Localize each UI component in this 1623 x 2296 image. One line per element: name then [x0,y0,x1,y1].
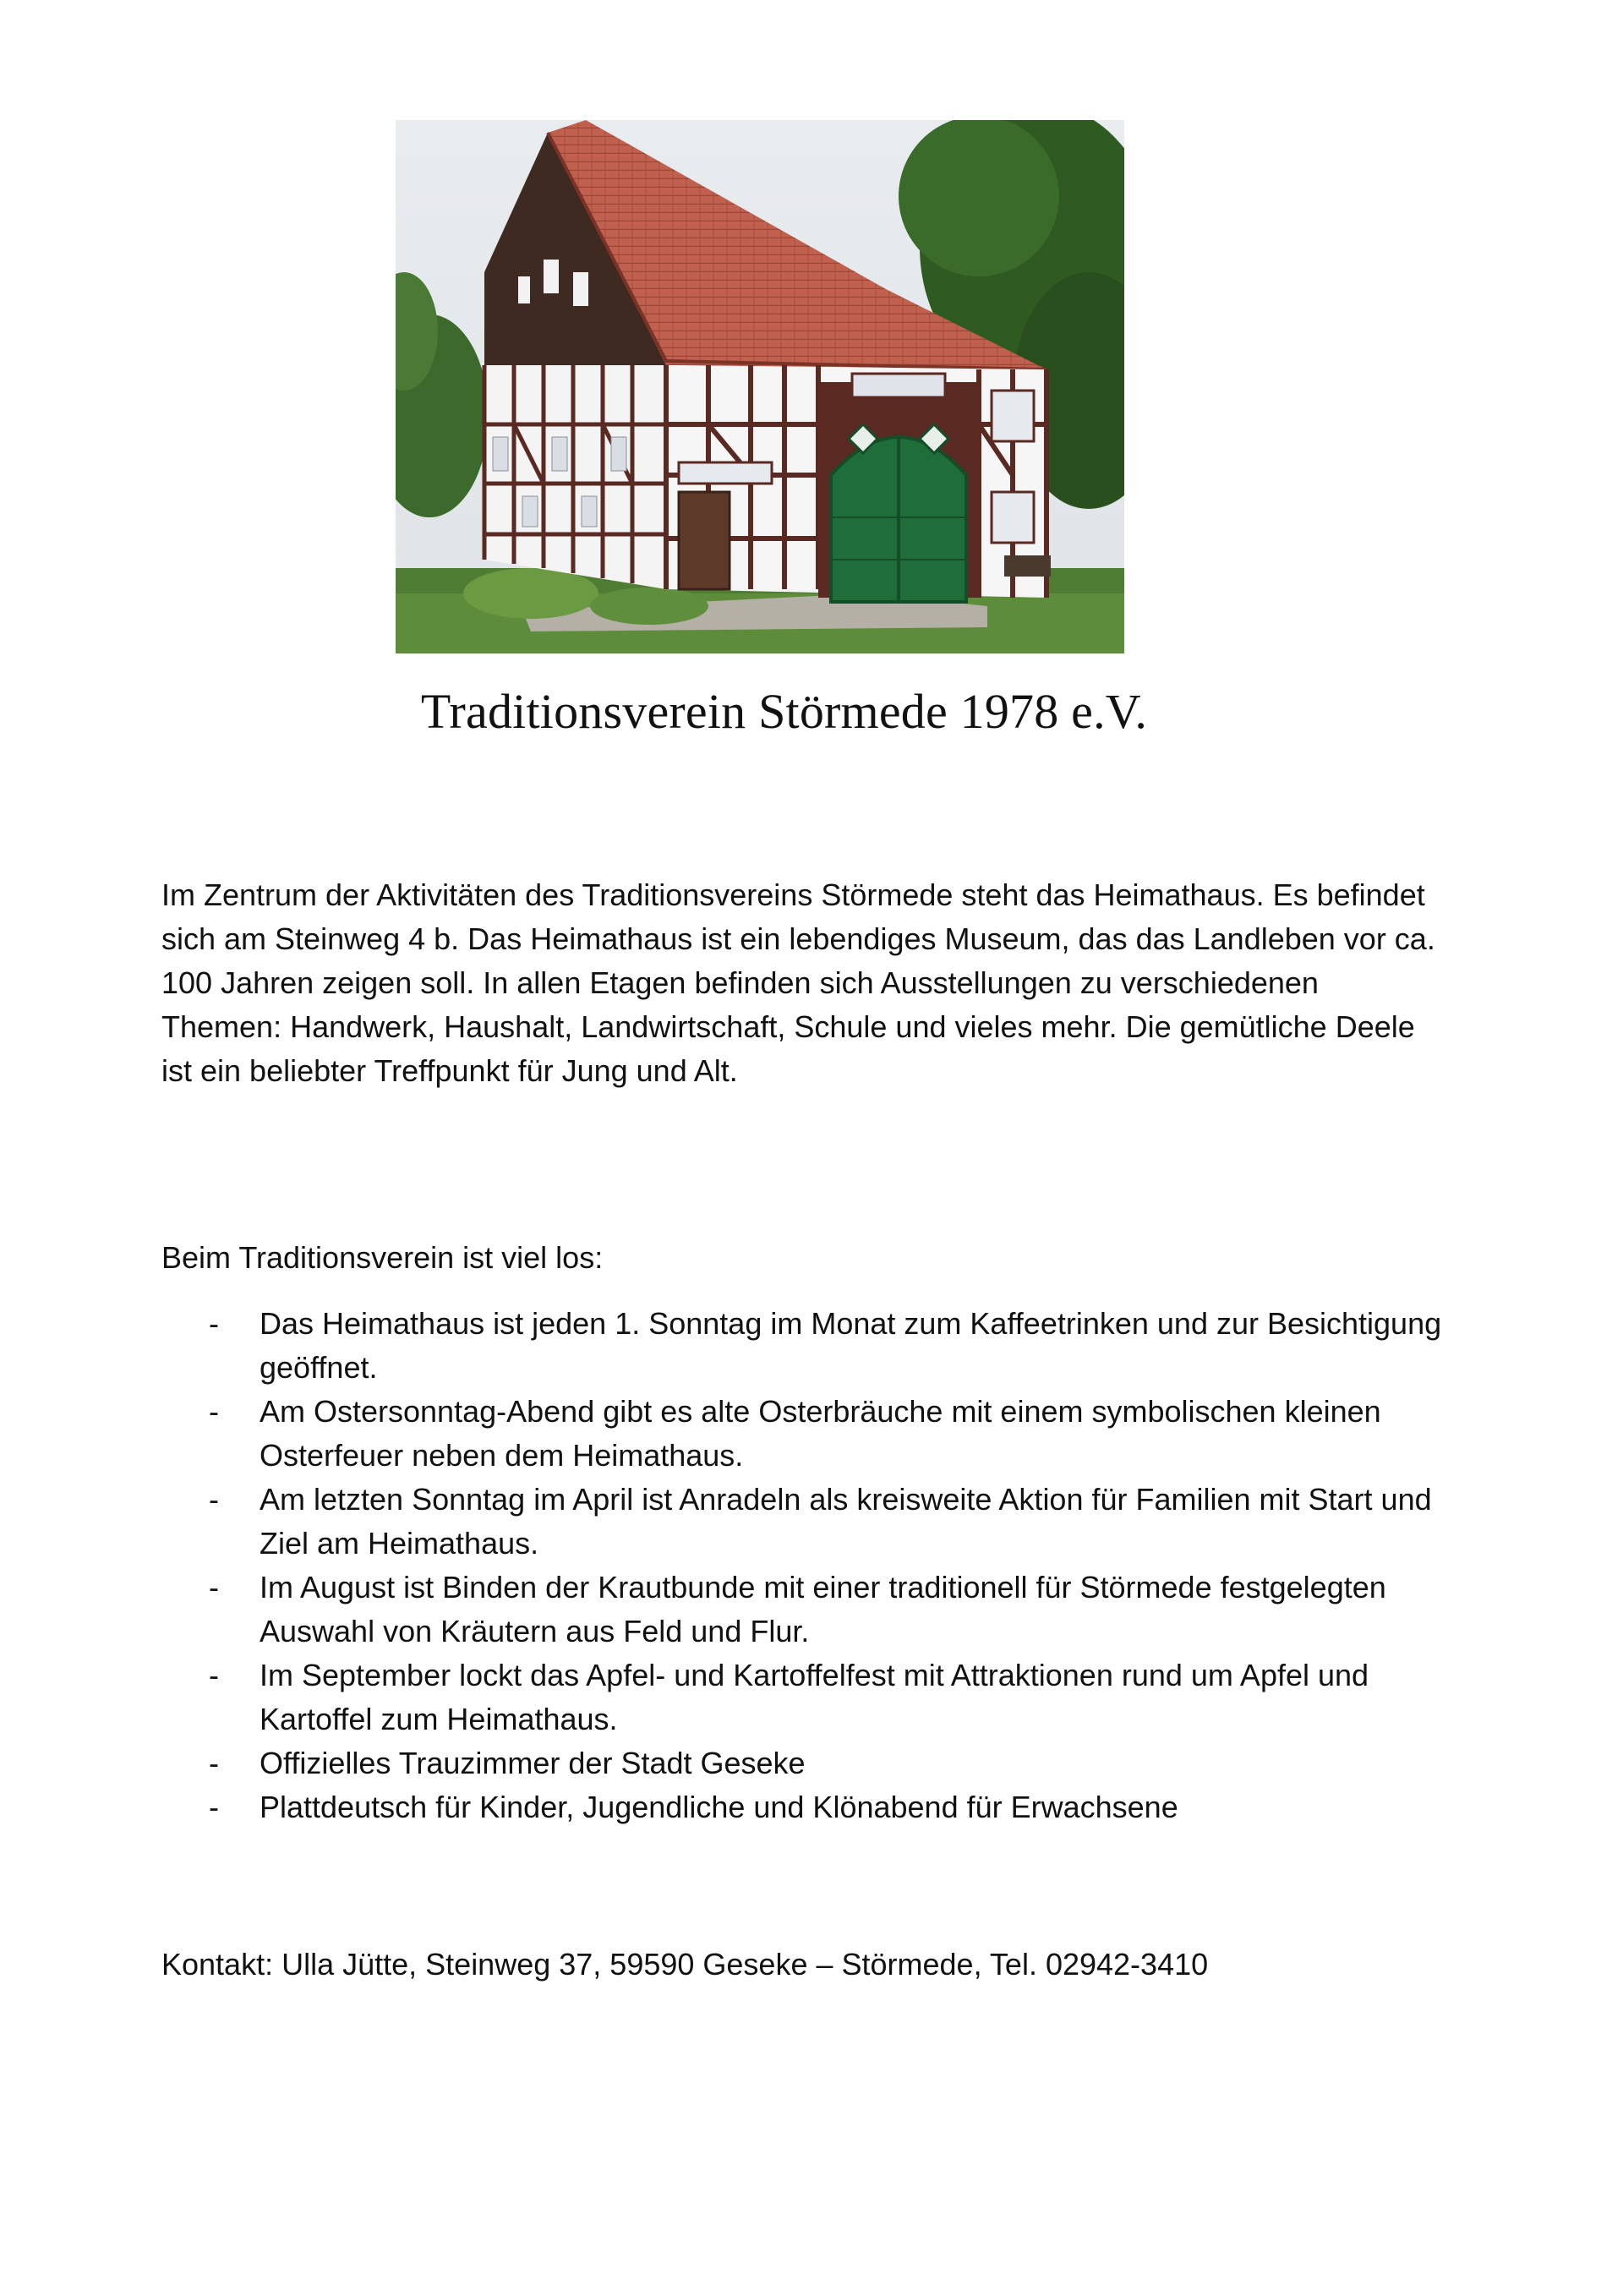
list-item-text: Am letzten Sonntag im April ist Anradeln als kreisweite Aktion für Familien mit Start und Ziel am Heimathaus. [260,1482,1432,1561]
list-item [161,1741,1480,1785]
bullet-dash: - [209,1306,219,1341]
intro-paragraph: Im Zentrum der Aktivitäten des Traditionsvereins Störmede steht das Heimathaus. Es befindet sich am Steinweg 4 b. Das Heimathaus ist ein lebendiges Museum, das das Landleben vor ca. 100 Jahren zeigen soll. In allen Etagen befinden sich Ausstellungen zu verschiedenen Themen: Handwerk, Haushalt, Landwirtschaft, Schule und vieles mehr. Die gemütliche Deele ist ein beliebter Treffpunkt für Jung und Alt. [161,877,1435,1088]
list-item [161,1390,1480,1478]
bullet-dash: - [209,1746,219,1780]
list-item-text: Im September lockt das Apfel- und Kartoffelfest mit Attraktionen rund um Apfel und Kartoffel zum Heimathaus. [260,1658,1369,1736]
list-item [161,1302,1480,1390]
list-item-text: Am Ostersonntag-Abend gibt es alte Osterbräuche mit einem symbolischen kleinen Osterfeuer neben dem Heimathaus. [260,1394,1381,1473]
list-item-text: Im August ist Binden der Krautbunde mit einer traditionell für Störmede festgelegten Auswahl von Kräutern aus Feld und Flur. [260,1570,1386,1648]
heimathaus-photo [396,120,1124,653]
list-item [161,1566,1480,1654]
list-item-text: Plattdeutsch für Kinder, Jugendliche und Klönabend für Erwachsene [260,1790,1178,1824]
list-item [161,1654,1480,1741]
events-list [161,1302,1480,1829]
list-item [161,1785,1480,1829]
bullet-dash: - [209,1570,219,1604]
list-heading: Beim Traditionsverein ist viel los: [161,1240,604,1275]
list-item-text: Das Heimathaus ist jeden 1. Sonntag im Monat zum Kaffeetrinken und zur Besichtigung geöffnet. [260,1306,1442,1385]
contact-line: Kontakt: Ulla Jütte, Steinweg 37, 59590 Geseke – Störmede, Tel. 02942-3410 [161,1947,1209,1982]
bullet-dash: - [209,1394,219,1429]
heimathaus-illustration [396,120,1124,653]
bullet-dash: - [209,1482,219,1517]
list-item [161,1478,1480,1566]
page-title: Traditionsverein Störmede 1978 e.V. [420,684,1148,739]
list-item-text: Offizielles Trauzimmer der Stadt Geseke [260,1746,806,1780]
bullet-dash: - [209,1658,219,1692]
bullet-dash: - [209,1790,219,1824]
